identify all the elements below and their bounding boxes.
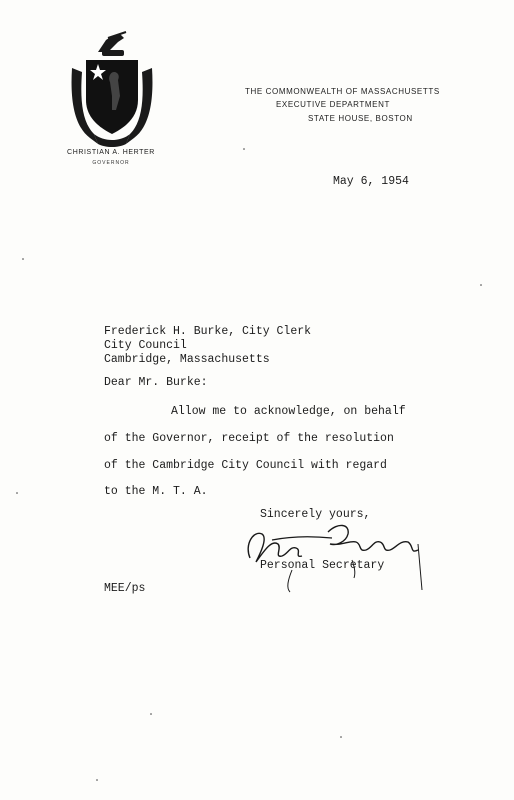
signer-title: Personal Secretary bbox=[260, 559, 385, 572]
governor-name: CHRISTIAN A. HERTER bbox=[67, 149, 155, 156]
massachusetts-seal-icon bbox=[68, 30, 156, 148]
letter-date: May 6, 1954 bbox=[333, 175, 409, 188]
body-line: Allow me to acknowledge, on behalf bbox=[171, 405, 406, 418]
governor-title: GOVERNOR bbox=[92, 160, 130, 166]
recipient-line: City Council bbox=[104, 339, 187, 352]
paper-speck bbox=[22, 258, 24, 260]
body-line: of the Governor, receipt of the resolution bbox=[104, 432, 394, 445]
salutation: Dear Mr. Burke: bbox=[104, 376, 208, 389]
paper-speck bbox=[16, 492, 18, 494]
letterhead-line-3: STATE HOUSE, BOSTON bbox=[308, 114, 413, 123]
paper-speck bbox=[96, 779, 98, 781]
paper-speck bbox=[340, 736, 342, 738]
closing: Sincerely yours, bbox=[260, 508, 371, 521]
letterhead-line-1: THE COMMONWEALTH OF MASSACHUSETTS bbox=[245, 87, 440, 96]
body-line: to the M. T. A. bbox=[104, 485, 208, 498]
letterhead-line-2: EXECUTIVE DEPARTMENT bbox=[276, 100, 390, 109]
recipient-line: Cambridge, Massachusetts bbox=[104, 353, 270, 366]
recipient-line: Frederick H. Burke, City Clerk bbox=[104, 325, 312, 338]
paper-speck bbox=[243, 148, 245, 150]
paper-speck bbox=[150, 713, 152, 715]
handwritten-signature bbox=[232, 500, 432, 600]
paper-speck bbox=[480, 284, 482, 286]
body-line: of the Cambridge City Council with regard bbox=[104, 459, 387, 472]
typist-initials: MEE/ps bbox=[104, 582, 146, 595]
